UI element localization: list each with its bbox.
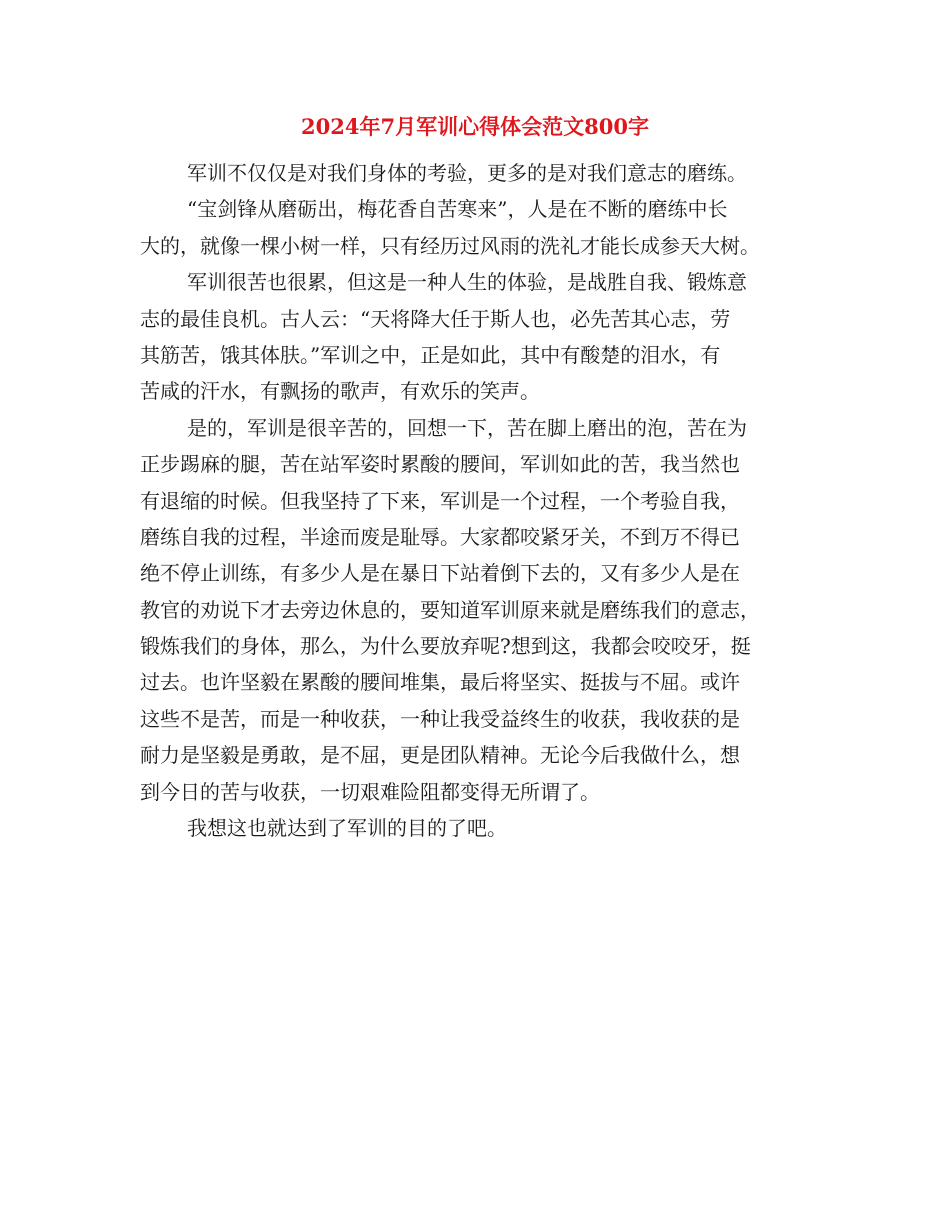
text-line: 这些不是苦，而是一种收获，一种让我受益终生的收获，我收获的是	[140, 706, 740, 731]
text-line: 军训很苦也很累，但这是一种人生的体验，是战胜自我、锻炼意	[187, 270, 747, 295]
text-line: 我想这也就达到了军训的目的了吧。	[187, 816, 507, 841]
text-line: 锻炼我们的身体，那么，为什么要放弃呢?想到这，我都会咬咬牙，挺	[140, 634, 751, 659]
text-line: 其筋苦，饿其体肤。”军训之中，正是如此，其中有酸楚的泪水，有	[140, 342, 721, 367]
text-line: 到今日的苦与收获，一切艰难险阻都变得无所谓了。	[140, 779, 600, 804]
document-title: 2024年7月军训心得体会范文800字	[301, 114, 649, 139]
text-line: 过去。也许坚毅在累酸的腰间堆集，最后将坚实、挺拔与不屈。或许	[140, 670, 740, 695]
text-line: 苦咸的汗水，有飘扬的歌声，有欢乐的笑声。	[140, 379, 540, 404]
text-line: 正步踢麻的腿，苦在站军姿时累酸的腰间，军训如此的苦，我当然也	[140, 452, 740, 477]
text-line: 军训不仅仅是对我们身体的考验，更多的是对我们意志的磨练。	[187, 161, 747, 185]
text-line: “宝剑锋从磨砺出，梅花香自苦寒来”，人是在不断的磨练中长	[187, 197, 728, 222]
document-body	[140, 155, 812, 846]
text-line: 有退缩的时候。但我坚持了下来，军训是一个过程，一个考验自我，	[140, 488, 740, 513]
text-line: 大的，就像一棵小树一样，只有经历过风雨的洗礼才能长成参天大树。	[140, 233, 760, 258]
text-line: 磨练自我的过程，半途而废是耻辱。大家都咬紧牙关，不到万不得已	[140, 524, 740, 549]
text-line: 教官的劝说下才去旁边休息的，要知道军训原来就是磨练我们的意志，	[140, 597, 760, 622]
text-line: 是的，军训是很辛苦的，回想一下，苦在脚上磨出的泡，苦在为	[187, 415, 747, 440]
text-line: 志的最佳良机。古人云：“天将降大任于斯人也，必先苦其心志，劳	[140, 306, 731, 331]
text-line: 耐力是坚毅是勇敢，是不屈，更是团队精神。无论今后我做什么，想	[140, 743, 740, 768]
text-line: 绝不停止训练，有多少人是在暴日下站着倒下去的，又有多少人是在	[140, 561, 740, 586]
